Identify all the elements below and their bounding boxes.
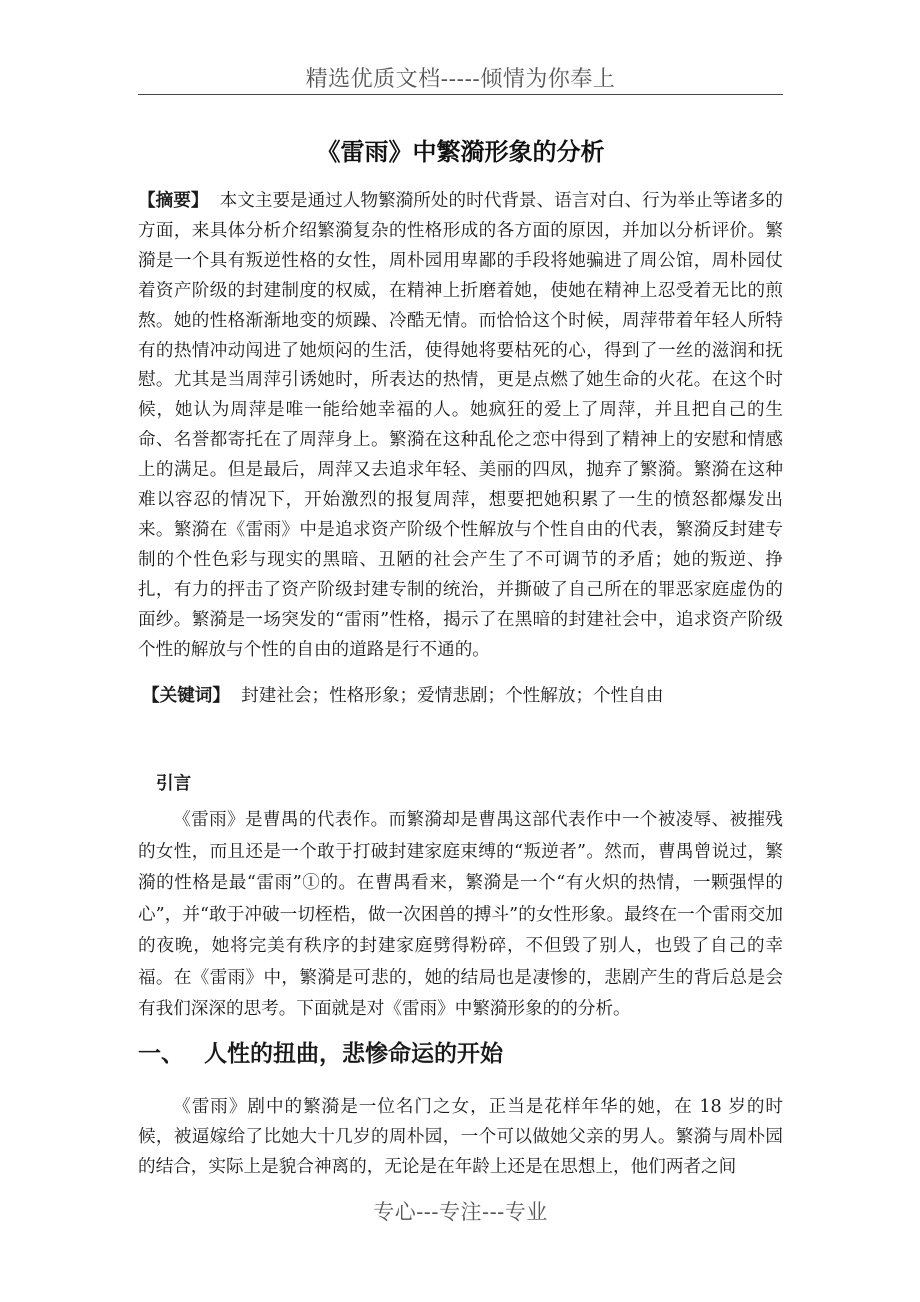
- keywords-paragraph: [142, 682, 787, 710]
- page-footer: 专心---专注---专业: [373, 1200, 548, 1224]
- keywords-text: 封建社会；性格形象；爱情悲剧；个性解放；个性自由: [241, 686, 664, 706]
- abstract-paragraph: [138, 187, 783, 666]
- page-header: 精选优质文档-----倾情为你奉上: [305, 67, 616, 92]
- abstract-label: 【摘要】: [138, 191, 209, 211]
- section-1-heading: [138, 1035, 783, 1068]
- abstract-text: 本文主要是通过人物繁漪所处的时代背景、语言对白、行为举止等诸多的方面，来具体分析介绍繁漪复杂的性格形成的各方面的原因，并加以分析评价。繁漪是一个具有叛逆性格的女性，周朴园用卑鄙的手段将她骗进了周公馆，周朴园仗着资产阶级的封建制度的权威，在精神上折磨着她，使她在精神上忍受着无比的煎熬。她的性格渐渐地变的烦躁、冷酷无情。而恰恰这个时候，周萍带着年轻人所特有的热情冲动闯进了她烦闷的生活，使得她将要枯死的心，得到了一丝的滋润和抚慰。尤其是当周萍引诱她时，所表达的热情，更是点燃了她生命的火花。在这个时候，她认为周萍是唯一能给她幸福的人。她疯狂的爱上了周萍，并且把自己的生命、名誉都寄托在了周萍身上。繁漪在这种乱伦之恋中得到了精神上的安慰和情感上的满足。但是最后，周萍又去追求年轻、美丽的四凤，抛弃了繁漪。繁漪在这种难以容忍的情况下，开始激烈的报复周萍，想要把她积累了一生的愤怒都爆发出来。繁漪在《雷雨》中是追求资产阶级个性解放与个性自由的代表，繁漪反封建专制的个性色彩与现实的黑暗、丑陋的社会产生了不可调节的矛盾；她的叛逆、挣扎，有力的抨击了资产阶级封建专制的统治，并撕破了自己所在的罪恶家庭虚伪的面纱。繁漪是一场突发的“雷雨”性格，揭示了在黑暗的封建社会中，追求资产阶级个性的解放与个性的自由的道路是行不通的。: [138, 191, 783, 660]
- section-1-number: 一、: [138, 1041, 184, 1067]
- keywords-label: 【关键词】: [142, 686, 230, 706]
- intro-paragraph: 《雷雨》是曹禺的代表作。而繁漪却是曹禺这部代表作中一个被凌辱、被摧残的女性，而且还是一个敢于打破封建家庭束缚的“叛逆者”。然而，曹禺曾说过，繁漪的性格是最“雷雨”①的。在曹禺看来，繁漪是一个“有火炽的热情，一颗强悍的心”，并“敢于冲破一切桎梏，做一次困兽的搏斗”的女性形象。最终在一个雷雨交加的夜晚，她将完美有秩序的封建家庭劈得粉碎，不但毁了别人，也毁了自己的幸福。在《雷雨》中，繁漪是可悲的，她的结局也是凄惨的，悲剧产生的背后总是会有我们深深的思考。下面就是对《雷雨》中繁漪形象的的分析。: [138, 810, 783, 1019]
- header-divider: [138, 94, 783, 95]
- section-1-paragraph: 《雷雨》剧中的繁漪是一位名门之女，正当是花样年华的她，在 18 岁的时候，被逼嫁给了比她大十几岁的周朴园，一个可以做她父亲的男人。繁漪与周朴园的结合，实际上是貌合神离的，无论是在年龄上还是在思想上，他们两者之间: [138, 1097, 783, 1177]
- section-1-title: 人性的扭曲，悲惨命运的开始: [204, 1041, 503, 1067]
- intro-heading: 引言: [156, 774, 192, 794]
- document-title: 《雷雨》中繁漪形象的分析: [316, 138, 605, 166]
